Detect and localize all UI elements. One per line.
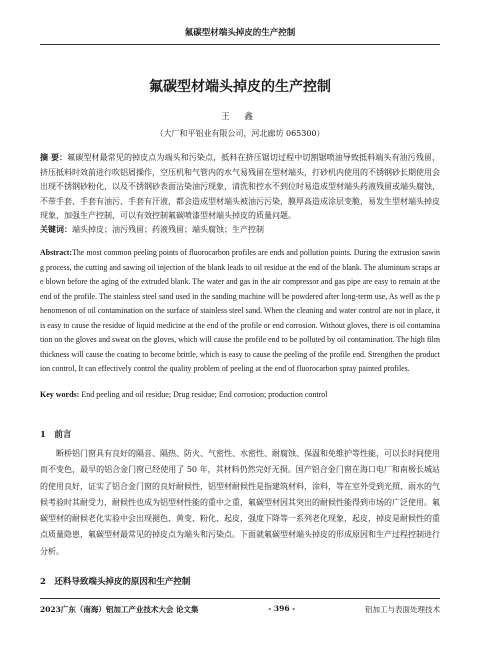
author: 王 鑫 [221, 112, 259, 122]
section-1-body: 断桥铝门窗具有良好的隔音、隔热、防火、气密性、水密性、耐腐蚀、保温和免维护等性能，可以长时间使用而不变色，最早的铝合金门窗已经使用了 50 年，其材料仍然完好无损。国产铝合金门窗在海口电厂和南极长城站的使用良好，证实了铝合金门窗的良好耐候性，铝型材耐候性是指建筑材料，涂料，等在室外受到光照、雨水的气候考验时其耐受力，耐候性也成为铝型材性能的重中之重，氟碳型材因其突出的耐候性能得到市场的广泛使用。氟碳型材的耐候老化实验中会出现褪色、黄变、粉化、起皮，强度下降等一系列老化现象，起皮，掉皮是耐候性的重点质量隐患，氟碳型材最常见的掉皮点为端头和污染点。下面就氟碳型材端头掉皮的形成原因和生产过程控制进行分析。 [40, 449, 440, 556]
section-1-heading: 1 前言 [40, 430, 72, 440]
keywords-en [40, 388, 440, 403]
abstract-en-label: Abstract: [40, 248, 72, 257]
running-head: 氟碳型材端头掉皮的生产控制 [184, 28, 296, 38]
abstract-en-text: The most common peeling points of fluorocarbon profiles are ends and pollution points. During the extrusion sawing process, the cutting and sawing oil injection of the blank leads to oil residue at the end of the blank. The aluminum scraps are blown before the aging of the extruded blank. The water and gas in the air compressor and gas pipe are easy to remain at the end of the profile. The stainless steel sand used in the sanding machine will be powdered after long-term use, As well as the phenomenon of oil contamination on the surface of stainless steel sand. When the cleaning and water control are not in place, it is easy to cause the residue of liquid medicine at the end of the profile or end corrosion. Without gloves, there is oil contamination on the gloves and sweat on the gloves, which will cause the profile end to be polluted by oil contamination. The high film thickness will cause the coating to become brittle, which is easy to cause the peeling of the profile end. Strengthen the production control, It can effectively control the quality problem of peeling at the end of fluorocarbon spray painted profiles. [40, 248, 440, 373]
abstract-zh-text: 氟碳型材最常见的掉皮点为端头和污染点，抵料在挤压锯切过程中切割锯喷油导致抵料端头有油污残留，挤压抵料时效前进行吹铝屑操作，空压机和气管内的水气易残留在型材端头，打砂机内使用的不锈钢砂长期使用会出现不锈钢砂粉化，以及不锈钢砂表面沾染油污现象，清洗和控水不到位时易造成型材端头药液残留或端头腐蚀，不带手套、手套有油污、手套有汗液，都会造成型材端头被油污污染，膜厚高造成涂层变脆，易发生型材端头掉皮现象，加强生产控制，可以有效控制氟碳喷漆型材端头掉皮的质量问题。 [40, 153, 440, 220]
page-footer [40, 604, 440, 615]
section-2-heading: 2 还料导致端头掉皮的原因和生产控制 [40, 577, 191, 587]
keywords-en-label: Key words: [40, 390, 80, 399]
paper-title: 氟碳型材端头掉皮的生产控制 [149, 79, 331, 95]
keywords-zh [40, 222, 440, 238]
footer-rule [40, 598, 440, 599]
abstract-zh [40, 150, 440, 220]
header-rule [40, 44, 440, 45]
abstract-zh-label: 摘 要： [40, 152, 68, 162]
affiliation: （大厂和平铝业有限公司，河北廊坊 065300） [155, 129, 325, 138]
keywords-zh-label: 关键词： [40, 224, 72, 234]
abstract-en [40, 246, 440, 376]
keywords-zh-text: 端头掉皮；油污残留；药液残留；端头腐蚀；生产控制 [72, 225, 264, 234]
keywords-en-text: End peeling and oil residue; Drug residue; End corrosion; production control [81, 390, 328, 399]
page-number: - 396 - [268, 604, 296, 613]
footer-journal: 铝加工与表面处理技术 [365, 605, 440, 614]
footer-proceedings: 2023广东（南海）铝加工产业技术大会 论文集 [40, 605, 199, 614]
